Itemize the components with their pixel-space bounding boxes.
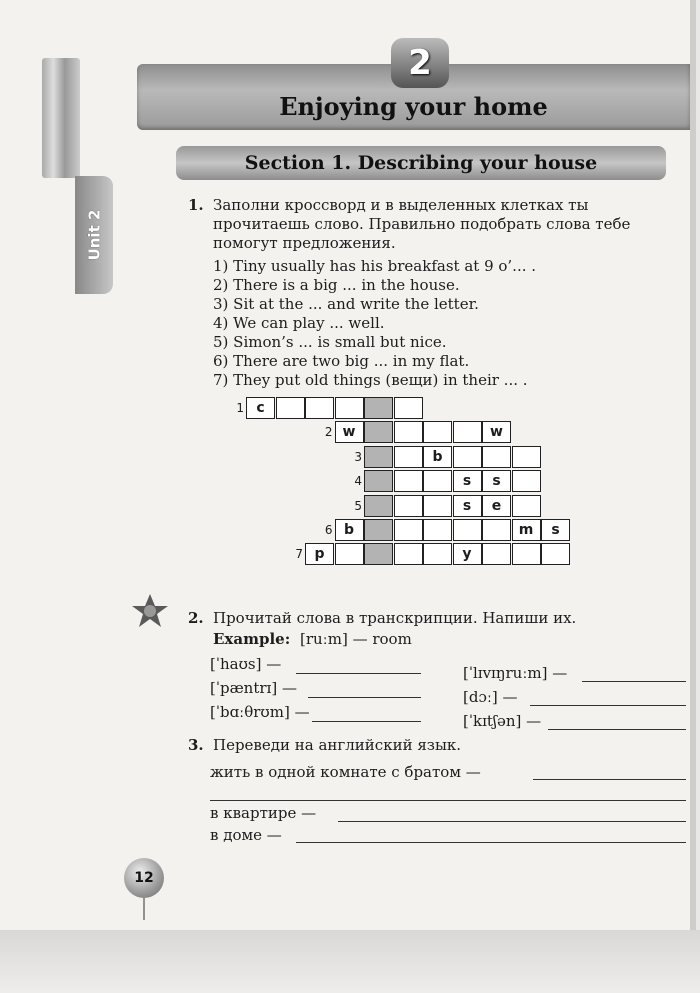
- ex2-example-label: Example:: [213, 630, 291, 648]
- crossword-cell[interactable]: [453, 446, 482, 468]
- ex2-transcription: [ˈhaʊs] —: [210, 655, 282, 673]
- crossword-cell[interactable]: [482, 446, 511, 468]
- crossword-key-cell[interactable]: [364, 495, 393, 517]
- crossword-cell[interactable]: [512, 543, 541, 565]
- crossword-cell[interactable]: [394, 495, 423, 517]
- crossword-key-cell[interactable]: [364, 397, 393, 419]
- crossword-clue-number: 4: [354, 474, 362, 489]
- star-pencil-icon: [130, 592, 170, 630]
- ex1-instruction-line: помогут предложения.: [213, 234, 396, 252]
- ex3-phrase: жить в одной комнате с братом —: [210, 763, 481, 781]
- crossword-clue-number: 5: [354, 498, 362, 513]
- crossword-key-cell[interactable]: [364, 543, 393, 565]
- ex2-answer-line[interactable]: [296, 673, 421, 674]
- crossword-key-cell[interactable]: [364, 519, 393, 541]
- section-title: Section 1. Describing your house: [176, 146, 666, 180]
- crossword-cell[interactable]: [394, 519, 423, 541]
- ex1-sentence: 5) Simon’s ... is small but nice.: [213, 333, 447, 351]
- ex2-answer-line[interactable]: [530, 705, 686, 706]
- ex2-answer-line[interactable]: [312, 721, 421, 722]
- crossword-cell[interactable]: m: [512, 519, 541, 541]
- ex3-answer-line[interactable]: [210, 800, 686, 801]
- crossword-cell[interactable]: b: [335, 519, 364, 541]
- unit-title: Enjoying your home: [279, 92, 548, 121]
- ex3-phrase: в квартире —: [210, 804, 317, 822]
- ex2-answer-line[interactable]: [308, 697, 421, 698]
- ex3-answer-line[interactable]: [296, 842, 686, 843]
- crossword-key-cell[interactable]: [364, 470, 393, 492]
- ex3-instruction: Переведи на английский язык.: [213, 736, 462, 754]
- crossword-cell[interactable]: [394, 397, 423, 419]
- ex1-sentence: 6) There are two big ... in my flat.: [213, 352, 470, 370]
- crossword-cell[interactable]: [423, 495, 452, 517]
- crossword-cell[interactable]: p: [305, 543, 334, 565]
- crossword-cell[interactable]: s: [453, 470, 482, 492]
- crossword-cell[interactable]: [512, 495, 541, 517]
- ex1-sentence: 7) They put old things (вещи) in their ... .: [213, 371, 528, 389]
- ex1-sentence: 3) Sit at the ... and write the letter.: [213, 295, 479, 313]
- ex1-instruction-line: Заполни кроссворд и в выделенных клетках ты: [213, 196, 589, 214]
- unit-number-badge: 2: [391, 38, 449, 88]
- unit-side-tab: [75, 176, 113, 294]
- crossword-cell[interactable]: s: [541, 519, 570, 541]
- crossword-cell[interactable]: [423, 421, 452, 443]
- crossword-cell[interactable]: [335, 397, 364, 419]
- ex2-example-text: [ruːm] — room: [300, 630, 412, 648]
- crossword-cell[interactable]: [394, 543, 423, 565]
- crossword-cell[interactable]: [453, 519, 482, 541]
- ex3-answer-line[interactable]: [533, 779, 686, 780]
- crossword-cell[interactable]: [512, 470, 541, 492]
- balloon-string-icon: [143, 898, 145, 920]
- page-bottom-edge: [0, 930, 700, 993]
- crossword-cell[interactable]: [394, 421, 423, 443]
- side-tab-stack: [42, 58, 80, 178]
- crossword-cell[interactable]: [482, 519, 511, 541]
- ex1-sentence: 1) Tiny usually has his breakfast at 9 o’... .: [213, 257, 537, 275]
- ex2-instruction: Прочитай слова в транскрипции. Напиши их.: [213, 609, 577, 627]
- crossword-cell[interactable]: [482, 543, 511, 565]
- crossword-clue-number: 2: [324, 425, 333, 440]
- crossword-cell[interactable]: [423, 543, 452, 565]
- ex1-instruction-line: прочитаешь слово. Правильно подобрать слова тебе: [213, 215, 631, 233]
- unit-tab-label: Unit 2: [85, 209, 103, 261]
- crossword-cell[interactable]: s: [453, 495, 482, 517]
- crossword-clue-number: 7: [295, 547, 303, 562]
- crossword-cell[interactable]: [541, 543, 570, 565]
- ex2-transcription: [ˈkɪtʃən] —: [463, 712, 542, 730]
- crossword-key-cell[interactable]: [364, 446, 393, 468]
- ex1-sentence: 2) There is a big ... in the house.: [213, 276, 460, 294]
- crossword-cell[interactable]: b: [423, 446, 452, 468]
- ex1-number: 1.: [188, 196, 204, 214]
- ex1-sentence: 4) We can play ... well.: [213, 314, 385, 332]
- crossword-cell[interactable]: w: [335, 421, 364, 443]
- crossword-cell[interactable]: s: [482, 470, 511, 492]
- crossword-cell[interactable]: [423, 470, 452, 492]
- ex2-transcription: [dɔː] —: [463, 688, 518, 706]
- ex3-number: 3.: [188, 736, 204, 754]
- ex2-answer-line[interactable]: [582, 681, 686, 682]
- crossword-clue-number: 6: [324, 523, 333, 537]
- ex3-phrase: в доме —: [210, 826, 282, 844]
- crossword-key-cell[interactable]: [364, 421, 393, 443]
- crossword-cell[interactable]: [335, 543, 364, 565]
- crossword-cell[interactable]: c: [246, 397, 275, 419]
- ex2-transcription: [ˈbɑːθrʊm] —: [210, 703, 310, 721]
- crossword-cell[interactable]: [276, 397, 305, 419]
- crossword-cell[interactable]: e: [482, 495, 511, 517]
- page-number: 12: [124, 858, 164, 898]
- crossword-cell[interactable]: [423, 519, 452, 541]
- ex2-transcription: [ˈlɪvɪŋruːm] —: [463, 664, 568, 682]
- crossword-cell[interactable]: [305, 397, 334, 419]
- crossword-clue-number: 1: [236, 401, 244, 415]
- crossword-cell[interactable]: [394, 446, 423, 468]
- crossword-cell[interactable]: w: [482, 421, 511, 443]
- crossword-cell[interactable]: [453, 421, 482, 443]
- ex2-transcription: [ˈpæntrɪ] —: [210, 679, 297, 697]
- ex3-answer-line[interactable]: [338, 821, 686, 822]
- crossword-clue-number: 3: [354, 449, 362, 464]
- crossword-cell[interactable]: [394, 470, 423, 492]
- crossword-cell[interactable]: y: [453, 543, 482, 565]
- crossword-cell[interactable]: [512, 446, 541, 468]
- ex2-answer-line[interactable]: [548, 729, 686, 730]
- ex2-number: 2.: [188, 609, 204, 627]
